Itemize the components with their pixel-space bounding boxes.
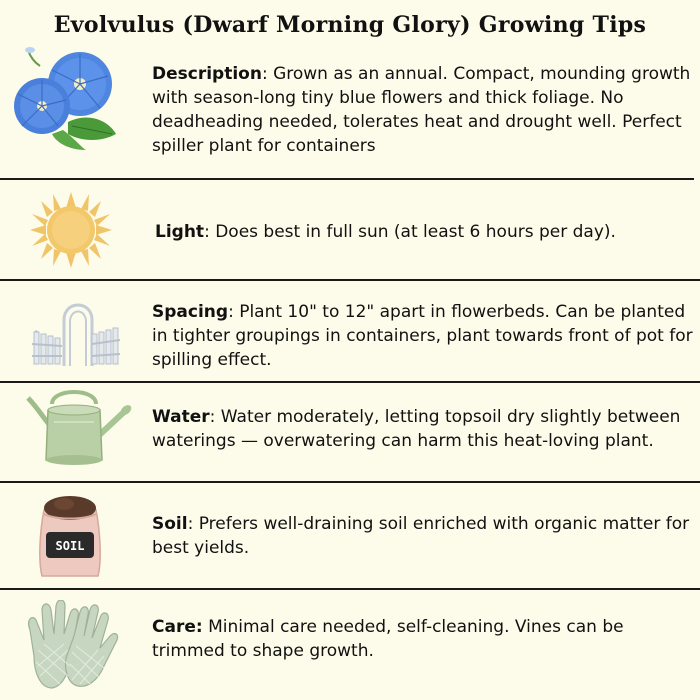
watering-can-icon: [24, 388, 134, 468]
water-text: Water: Water moderately, letting topsoil dry slightly between waterings — overwatering can harm this heat-loving plant.: [152, 407, 681, 451]
garden-arch-fence-icon: [30, 296, 125, 368]
soil-bag-icon: [30, 490, 110, 580]
light-text: Light: Does best in full sun (at least 6 hours per day).: [155, 222, 616, 242]
divider: [0, 279, 700, 281]
spacing-text: Spacing: Plant 10" to 12" apart in flowerbeds. Can be planted in tighter groupings in containers, plant towards front of pot for spilling effect.: [152, 302, 693, 370]
care-text: Care: Minimal care needed, self-cleaning. Vines can be trimmed to shape growth.: [152, 617, 624, 661]
sun-icon: [28, 190, 114, 270]
page-title: Evolvulus (Dwarf Morning Glory) Growing Tips: [53, 12, 647, 38]
divider: [0, 381, 700, 383]
gardening-gloves-icon: [24, 600, 120, 692]
divider: [0, 588, 700, 590]
soil-text: Soil: Prefers well-draining soil enriched with organic matter for best yields.: [152, 514, 690, 558]
svg-text:SOIL: SOIL: [55, 539, 85, 553]
description-text: Description: Grown as an annual. Compact, mounding growth with season-long tiny blue flowers and thick foliage. No deadheading needed, tolerates heat and drought well. Perfect spiller plant for containers: [152, 64, 691, 156]
morning-glory-flower-icon: [8, 42, 123, 152]
divider: [0, 481, 700, 483]
divider: [0, 178, 694, 180]
